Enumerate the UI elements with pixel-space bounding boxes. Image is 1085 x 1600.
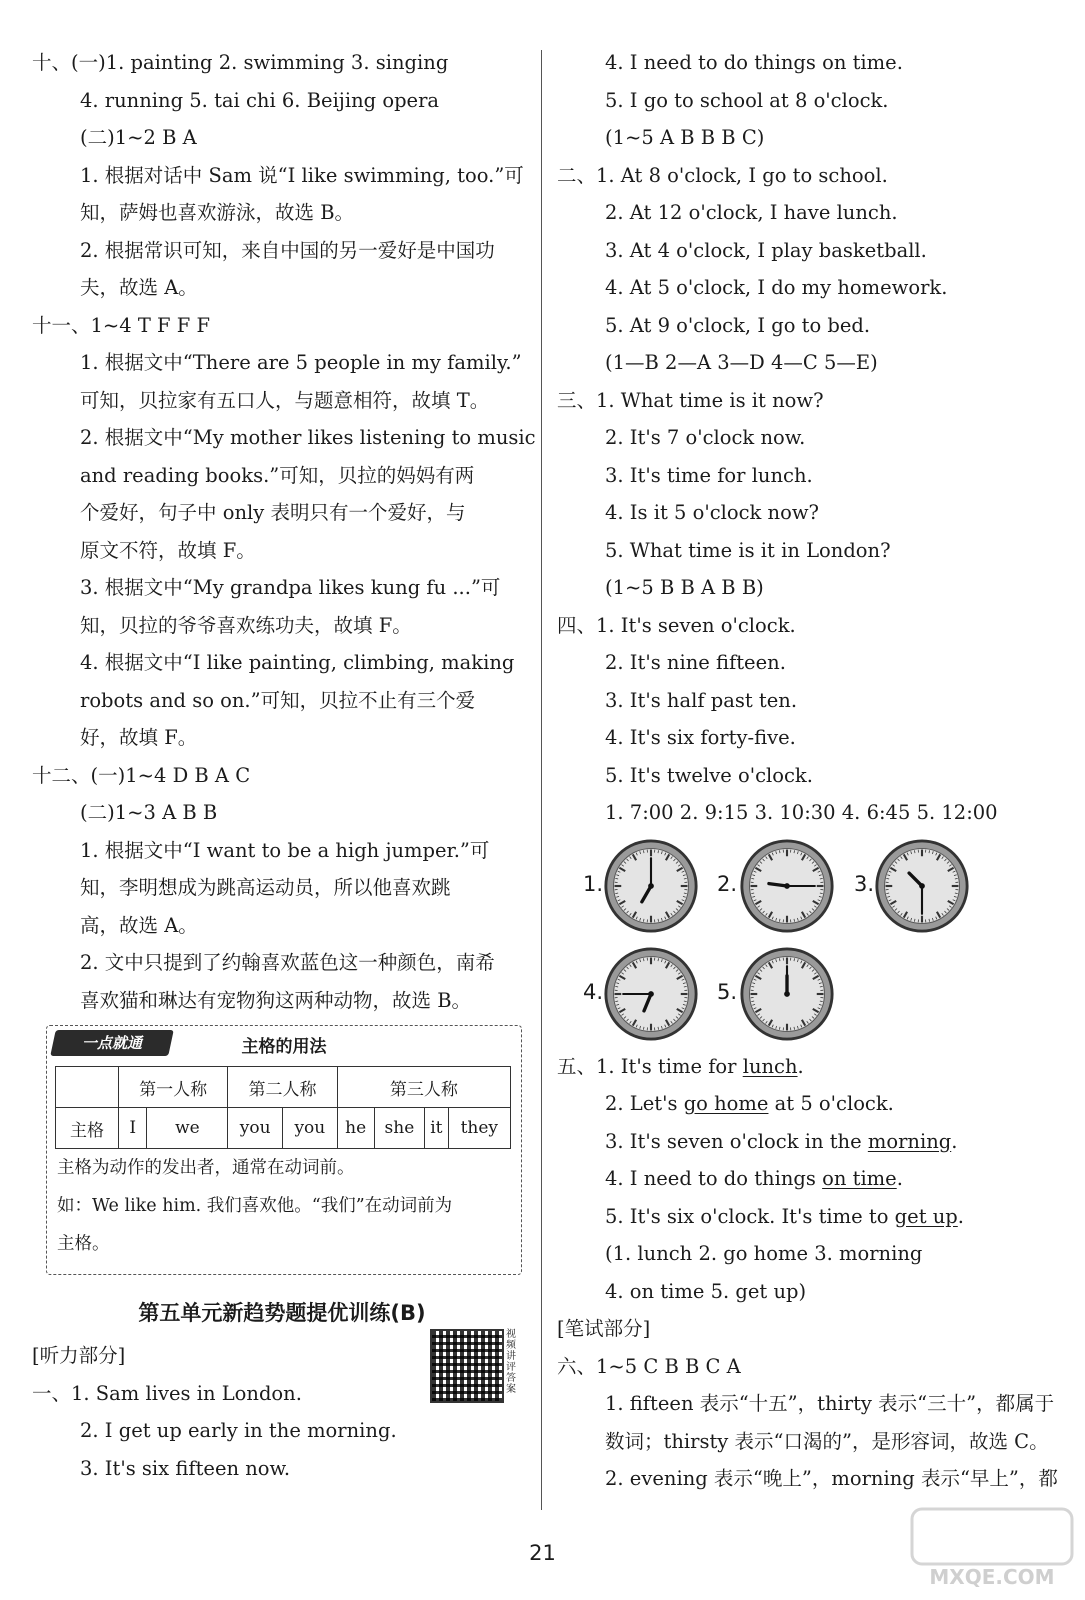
- fill-in-prefix: 2. Let's: [605, 1092, 684, 1115]
- fill-in-suffix: at 5 o'clock.: [768, 1092, 894, 1115]
- answer-line: 2. 根据文中“My mother likes listening to music: [80, 426, 536, 449]
- listening-header: [听力部分]: [32, 1344, 126, 1367]
- answer-line: 3. At 4 o'clock, I play basketball.: [605, 238, 927, 262]
- pronoun-cell: we: [147, 1108, 228, 1149]
- answer-line: and reading books.”可知，贝拉的妈妈有两: [80, 463, 475, 487]
- unit-title: 第五单元新趋势题提优训练(B): [138, 1301, 426, 1325]
- clock-figure: [874, 838, 970, 938]
- answer-line: (1—B 2—A 3—D 4—C 5—E): [605, 351, 878, 374]
- pronoun-cell: I: [119, 1108, 147, 1149]
- answer-line: 3. It's time for lunch.: [605, 463, 813, 487]
- answer-line: 十二、(一)1~4 D B A C: [32, 763, 251, 787]
- clock-label: 3.: [854, 871, 875, 896]
- listening-section: [32, 1329, 532, 1487]
- answer-line: 数词；thirsty 表示“口渴的”，是形容词，故选 C。: [605, 1429, 1049, 1453]
- pronoun-cell: you: [228, 1108, 283, 1149]
- left-answer-lines: [32, 44, 536, 1019]
- fill-in-prefix: 五、1. It's time for: [557, 1054, 743, 1078]
- answer-line: 1. fifteen 表示“十五”，thirty 表示“三十”，都属于: [605, 1392, 1055, 1415]
- fill-in-line: [557, 1085, 1057, 1123]
- fill-in-answer: get up: [894, 1204, 958, 1228]
- answer-line: 喜欢猫和琳达有宠物狗这两种动物，故选 B。: [80, 988, 472, 1012]
- answer-line: [笔试部分]: [557, 1317, 651, 1340]
- answer-line: 六、1~5 C B B C A: [557, 1354, 741, 1378]
- tip-tag: 一点就通: [50, 1030, 174, 1056]
- answer-line: 好，故填 F。: [80, 726, 198, 749]
- answer-line: 2. 根据常识可知，来自中国的另一爱好是中国功: [80, 238, 495, 262]
- answer-line: 5. At 9 o'clock, I go to bed.: [605, 313, 871, 337]
- watermark-text: MXQE.COM: [929, 1565, 1055, 1589]
- answer-line: 4. 根据文中“I like painting, climbing, making: [80, 651, 515, 674]
- answer-line: 4. on time 5. get up): [605, 1279, 807, 1303]
- answer-line: 4. I need to do things on time.: [605, 51, 903, 74]
- qr-code-icon[interactable]: [430, 1329, 504, 1403]
- watermark-logo: [907, 1504, 1077, 1594]
- answer-line: 4. It's six forty-five.: [605, 726, 796, 749]
- answer-line: 3. It's half past ten.: [605, 688, 798, 712]
- pronoun-table: [55, 1066, 511, 1149]
- header-third-person: 第三人称: [337, 1067, 510, 1108]
- grammar-note-1: 主格为动作的发出者，通常在动词前。: [57, 1158, 355, 1178]
- answer-line: (二)1~3 A B B: [80, 801, 218, 824]
- fill-in-line: [557, 1123, 1057, 1161]
- grammar-box: [46, 1025, 522, 1275]
- answer-line: 知，萨姆也喜欢游泳，故选 B。: [80, 201, 355, 224]
- answer-line: 1. 7:00 2. 9:15 3. 10:30 4. 6:45 5. 12:00: [605, 801, 998, 824]
- answer-line: 2. 文中只提到了约翰喜欢蓝色这一种颜色，南希: [80, 951, 495, 974]
- answer-line: 十、(一)1. painting 2. swimming 3. singing: [32, 51, 449, 74]
- fill-in-answer: on time: [822, 1167, 897, 1190]
- clock-figure: [603, 838, 699, 938]
- answer-line: (二)1~2 B A: [80, 126, 197, 149]
- answer-line: 四、1. It's seven o'clock.: [557, 613, 796, 637]
- right-answer-lines-b: [557, 1235, 1057, 1498]
- fill-in-suffix: .: [896, 1167, 903, 1190]
- clock-face-icon: [603, 838, 699, 934]
- fill-in-answer: go home: [683, 1092, 769, 1115]
- clock-label: 5.: [717, 979, 738, 1004]
- clock-face-icon: [739, 946, 835, 1042]
- answer-line: 知，李明想成为跳高运动员，所以他喜欢跳: [80, 876, 451, 899]
- header-first-person: 第一人称: [119, 1067, 228, 1108]
- pronoun-cell: he: [337, 1108, 374, 1149]
- answer-line: 5. It's twelve o'clock.: [605, 763, 813, 787]
- answer-line: 夫，故选 A。: [80, 276, 198, 299]
- answer-line: 2. evening 表示“晚上”，morning 表示“早上”，都: [605, 1467, 1058, 1490]
- answer-line: 2. It's 7 o'clock now.: [605, 426, 806, 449]
- clock-figure: [739, 946, 835, 1046]
- clock-figure: [603, 946, 699, 1046]
- answer-line: 5. What time is it in London?: [605, 538, 891, 562]
- answer-line: 4. running 5. tai chi 6. Beijing opera: [80, 88, 440, 112]
- pronoun-cell: you: [283, 1108, 338, 1149]
- column-divider: [541, 50, 542, 1510]
- clock-face-icon: [739, 838, 835, 934]
- answer-line: 4. Is it 5 o'clock now?: [605, 501, 819, 524]
- answer-line: 十一、1~4 T F F F: [32, 313, 211, 337]
- answer-line: 2. It's nine fifteen.: [605, 651, 786, 674]
- answer-line: 1. 根据对话中 Sam 说“I like swimming, too.”可: [80, 163, 524, 187]
- clock-face-icon: [603, 946, 699, 1042]
- answer-line: 2. At 12 o'clock, I have lunch.: [605, 201, 898, 224]
- answer-line: 5. I go to school at 8 o'clock.: [605, 88, 889, 112]
- answer-line: 可知，贝拉家有五口人，与题意相符，故填 T。: [80, 388, 490, 412]
- answer-line: 原文不符，故填 F。: [80, 538, 256, 562]
- fill-in-suffix: .: [957, 1204, 964, 1228]
- clock-face-icon: [874, 838, 970, 934]
- page-number: 21: [529, 1541, 556, 1565]
- fill-in-answers: [557, 1048, 1057, 1236]
- pronoun-cell: she: [374, 1108, 424, 1149]
- answer-line: 三、1. What time is it now?: [557, 388, 824, 412]
- answer-line: robots and so on.”可知，贝拉不止有三个爱: [80, 688, 476, 712]
- fill-in-line: [557, 1048, 1057, 1086]
- fill-in-suffix: .: [797, 1054, 804, 1078]
- clock-figures: [557, 832, 1057, 1048]
- qr-caption: 视频讲评答案: [506, 1329, 516, 1395]
- clock-label: 1.: [583, 871, 604, 896]
- answer-line: 个爱好，句子中 only 表明只有一个爱好，与: [80, 501, 466, 524]
- fill-in-prefix: 5. It's six o'clock. It's time to: [605, 1204, 895, 1228]
- fill-in-suffix: .: [951, 1129, 958, 1153]
- answer-line: 2. I get up early in the morning.: [80, 1419, 397, 1442]
- answer-line: (1~5 A B B B C): [605, 126, 765, 149]
- answer-line: 3. 根据文中“My grandpa likes kung fu ...”可: [80, 576, 501, 599]
- grammar-note-3: 主格。: [57, 1234, 110, 1254]
- answer-line: 3. It's six fifteen now.: [80, 1456, 291, 1480]
- fill-in-prefix: 3. It's seven o'clock in the: [605, 1129, 868, 1153]
- answer-line: 知，贝拉的爷爷喜欢练功夫，故填 F。: [80, 613, 412, 637]
- right-column: [557, 44, 1057, 1498]
- answer-line: (1~5 B B A B B): [605, 576, 764, 599]
- grammar-box-title: 主格的用法: [241, 1037, 327, 1057]
- answer-line: 1. 根据文中“I want to be a high jumper.”可: [80, 838, 490, 862]
- fill-in-answer: lunch: [742, 1054, 798, 1078]
- fill-in-line: [557, 1160, 1057, 1198]
- grammar-note-2: 如：We like him. 我们喜欢他。“我们”在动词前为: [57, 1196, 453, 1216]
- pronoun-cell: it: [425, 1108, 449, 1149]
- right-answer-lines-a: [557, 44, 1057, 832]
- clock-label: 4.: [583, 979, 604, 1004]
- row-label: 主格: [56, 1108, 119, 1149]
- answer-line: 一、1. Sam lives in London.: [32, 1381, 302, 1405]
- answer-line: 4. At 5 o'clock, I do my homework.: [605, 276, 948, 299]
- answer-line: 1. 根据文中“There are 5 people in my family.”: [80, 351, 522, 374]
- answer-line: 高，故选 A。: [80, 913, 198, 937]
- fill-in-prefix: 4. I need to do things: [605, 1167, 823, 1190]
- left-column: [32, 44, 536, 1487]
- answer-line: 二、1. At 8 o'clock, I go to school.: [557, 163, 888, 187]
- pronoun-cell: they: [448, 1108, 510, 1149]
- clock-figure: [739, 838, 835, 938]
- header-second-person: 第二人称: [228, 1067, 337, 1108]
- clock-label: 2.: [717, 871, 738, 896]
- fill-in-line: [557, 1198, 1057, 1236]
- fill-in-answer: morning: [867, 1129, 952, 1153]
- answer-line: (1. lunch 2. go home 3. morning: [605, 1242, 923, 1265]
